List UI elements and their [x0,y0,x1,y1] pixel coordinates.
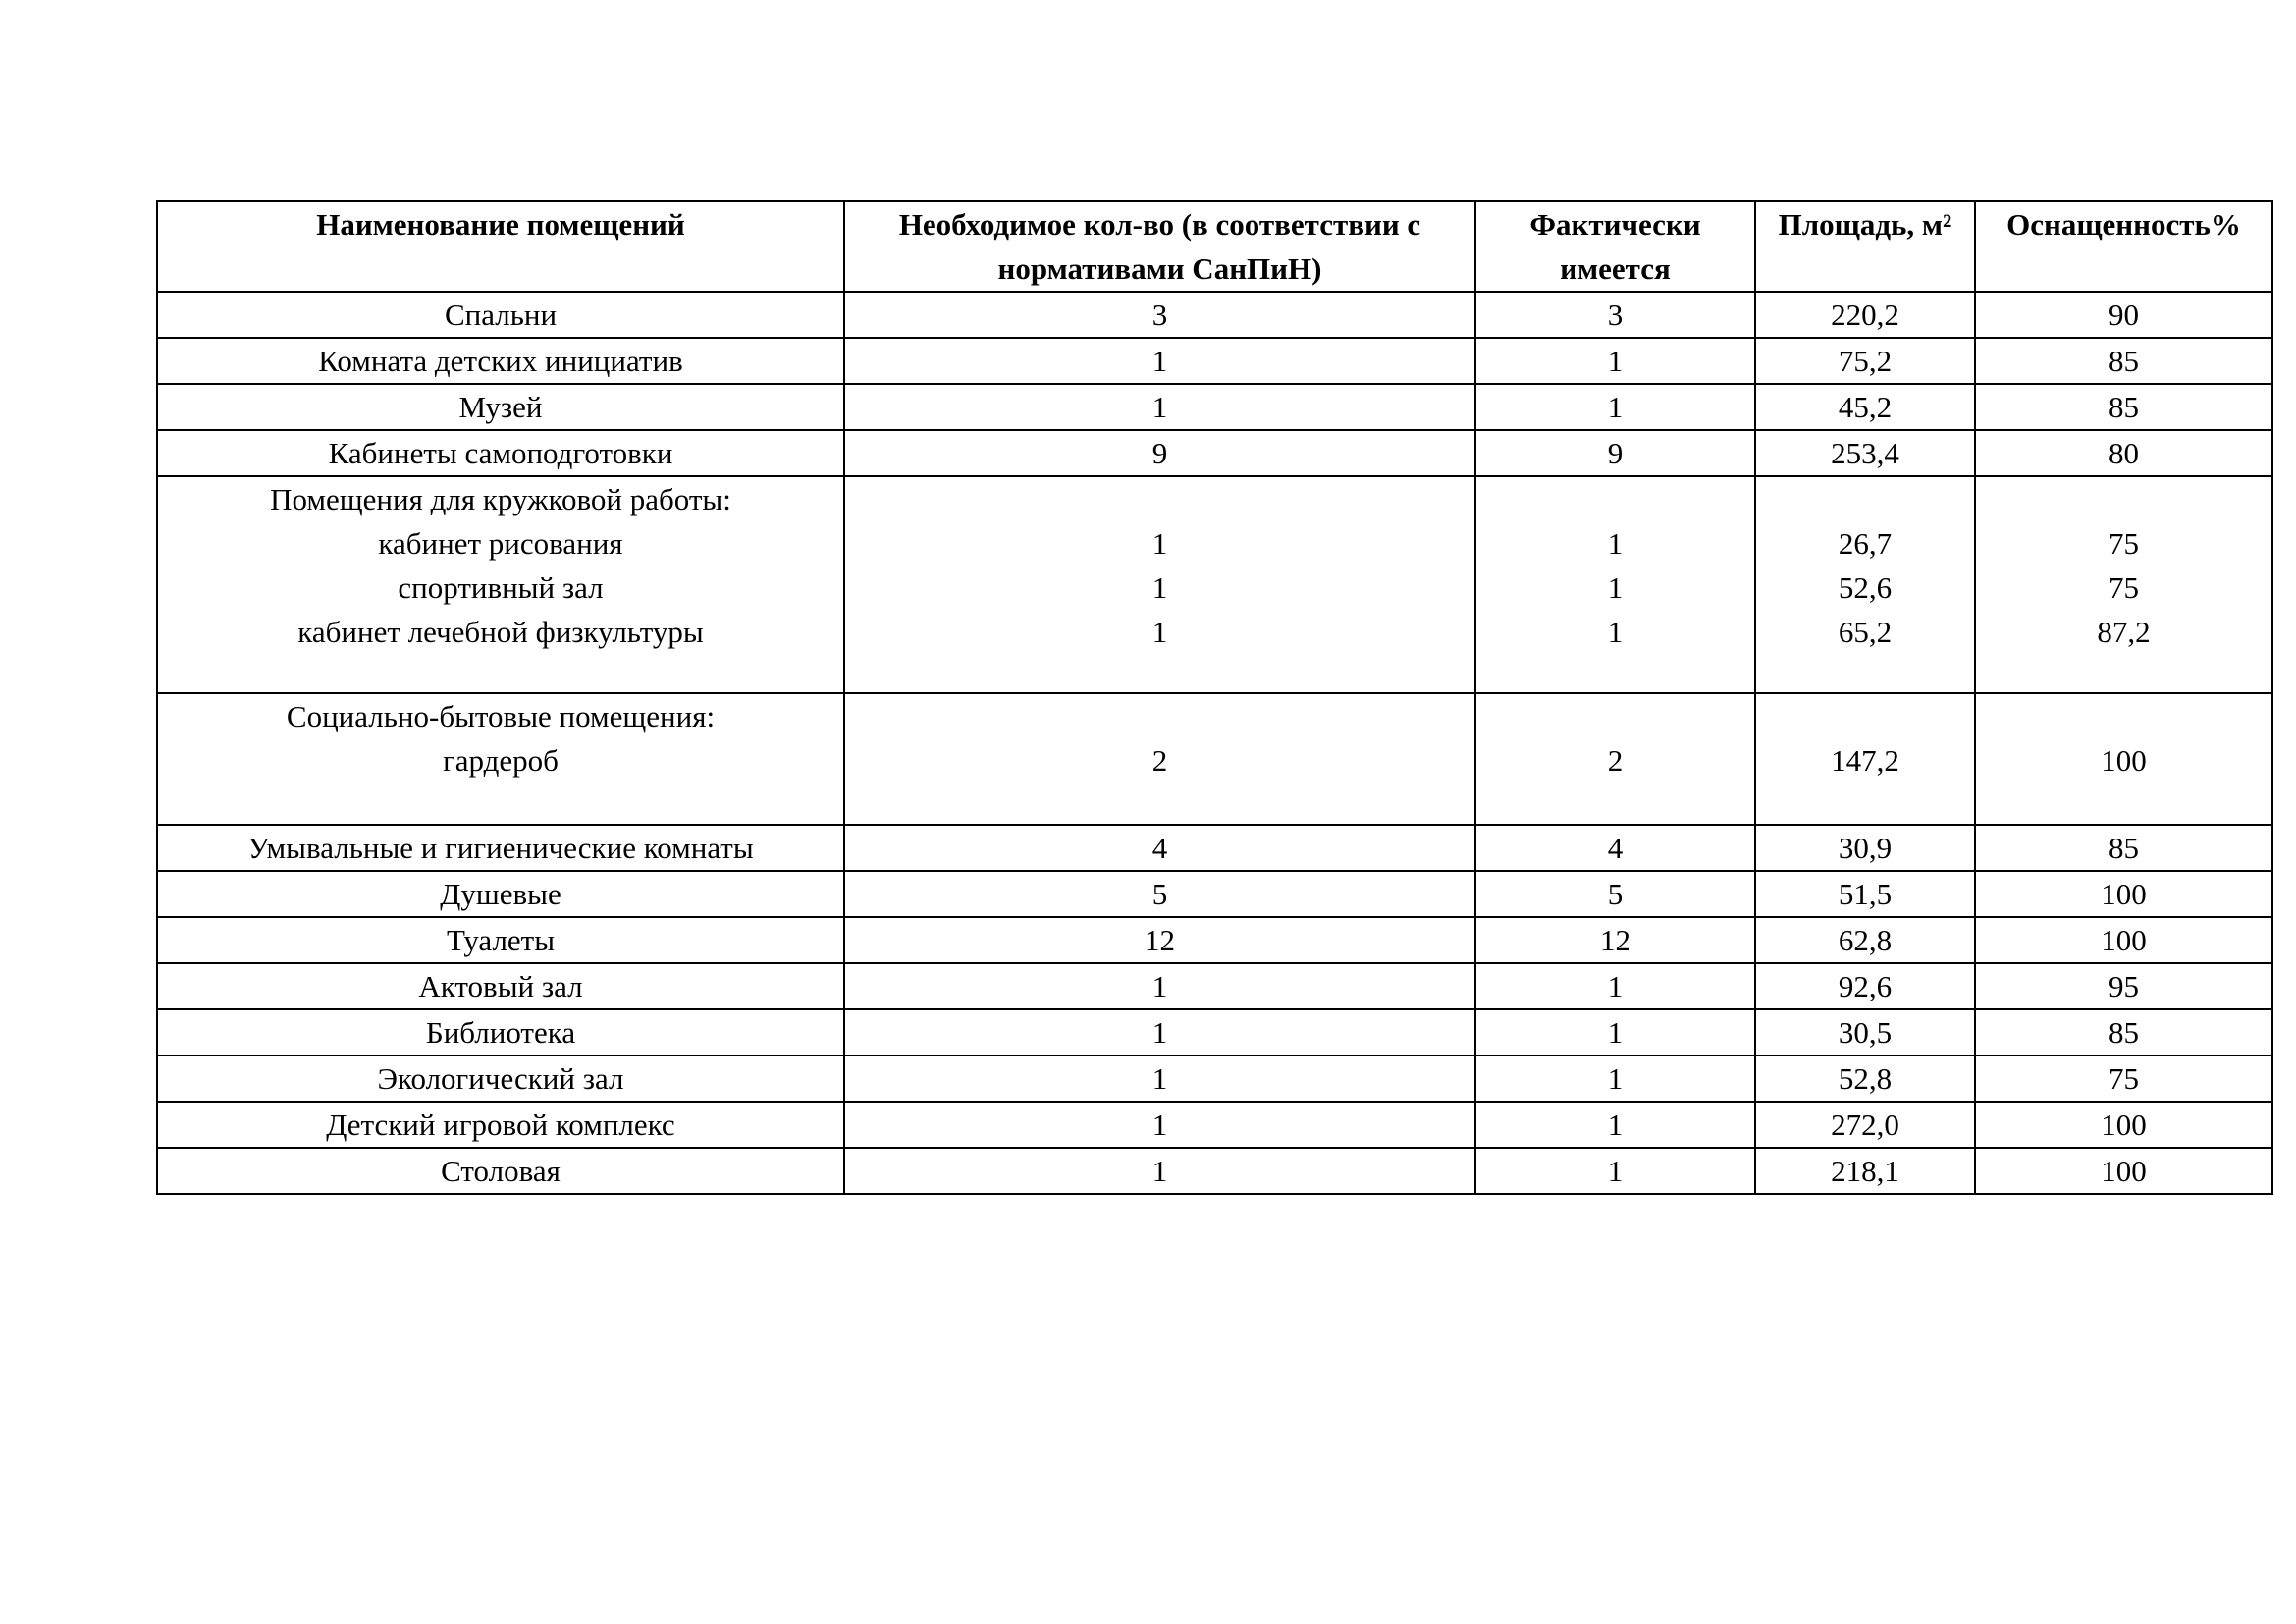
cell-room-name-group [157,693,844,825]
cell-equipped: 90 [1975,292,2272,338]
cell-required: 3 [844,292,1475,338]
cell-equipped: 85 [1975,1009,2272,1056]
cell-room-name: Душевые [157,871,844,917]
cell-room-name: Столовая [157,1148,844,1194]
table-row [157,338,2272,384]
group-item-area: 65,2 [1838,615,1893,649]
cell-equipped: 95 [1975,963,2272,1009]
cell-area: 52,8 [1755,1056,1975,1102]
cell-equipped: 85 [1975,384,2272,430]
cell-equipped-group [1975,476,2272,693]
group-title: Помещения для кружковой работы: [270,482,731,516]
cell-required: 1 [844,1148,1475,1194]
cell-actual-group [1475,693,1755,825]
group-item-equipped: 75 [2109,570,2139,605]
cell-equipped: 85 [1975,338,2272,384]
cell-required: 1 [844,1009,1475,1056]
table-row [157,825,2272,871]
cell-actual: 1 [1475,963,1755,1009]
cell-actual: 4 [1475,825,1755,871]
cell-required: 4 [844,825,1475,871]
table-row [157,1056,2272,1102]
cell-actual: 5 [1475,871,1755,917]
group-item-required: 1 [1151,526,1168,561]
cell-room-name: Детский игровой комплекс [157,1102,844,1148]
cell-actual: 1 [1475,384,1755,430]
cell-room-name: Кабинеты самоподготовки [157,430,844,476]
cell-room-name: Комната детских инициатив [157,338,844,384]
cell-room-name: Умывальные и гигиенические комнаты [157,825,844,871]
table-row [157,1102,2272,1148]
group-item-area: 26,7 [1838,526,1893,561]
cell-required: 5 [844,871,1475,917]
cell-area: 253,4 [1755,430,1975,476]
table-row-group-clubs [157,476,2272,693]
header-actual-count: Фактически имеется [1475,201,1755,292]
cell-room-name: Туалеты [157,917,844,963]
cell-actual: 9 [1475,430,1755,476]
cell-equipped: 85 [1975,825,2272,871]
cell-area: 51,5 [1755,871,1975,917]
group-item-required: 2 [1151,743,1168,778]
cell-actual: 1 [1475,1009,1755,1056]
group-item-area: 52,6 [1838,570,1893,605]
group-item-required: 1 [1151,615,1168,649]
table-row [157,871,2272,917]
cell-required: 1 [844,338,1475,384]
table-row [157,292,2272,338]
cell-required: 12 [844,917,1475,963]
cell-area: 218,1 [1755,1148,1975,1194]
cell-room-name: Спальни [157,292,844,338]
cell-required: 9 [844,430,1475,476]
cell-actual: 3 [1475,292,1755,338]
cell-room-name: Музей [157,384,844,430]
cell-required-group [844,476,1475,693]
table-row-group-social [157,693,2272,825]
group-item-actual: 1 [1607,615,1624,649]
cell-area: 220,2 [1755,292,1975,338]
cell-room-name-group [157,476,844,693]
cell-area: 272,0 [1755,1102,1975,1148]
group-item-name: кабинет лечебной физкультуры [297,615,704,649]
group-item-actual: 2 [1607,743,1624,778]
cell-room-name: Актовый зал [157,963,844,1009]
cell-area: 30,9 [1755,825,1975,871]
group-title: Социально-бытовые помещения: [286,699,716,733]
header-required-count: Необходимое кол-во (в соответствии с нормативами СанПиН) [844,201,1475,292]
group-item-name: гардероб [443,743,559,778]
cell-actual: 1 [1475,338,1755,384]
cell-required-group [844,693,1475,825]
cell-area: 75,2 [1755,338,1975,384]
cell-area: 45,2 [1755,384,1975,430]
cell-actual: 1 [1475,1056,1755,1102]
group-item-equipped: 87,2 [2097,615,2151,649]
cell-equipped: 80 [1975,430,2272,476]
cell-area: 30,5 [1755,1009,1975,1056]
table-row [157,1009,2272,1056]
rooms-table [156,200,2273,1195]
cell-area-group [1755,693,1975,825]
header-equipped: Оснащенность% [1975,201,2272,292]
cell-equipped: 100 [1975,1148,2272,1194]
group-item-name: спортивный зал [398,570,604,605]
cell-required: 1 [844,1102,1475,1148]
cell-equipped-group [1975,693,2272,825]
cell-area-group [1755,476,1975,693]
group-item-actual: 1 [1607,570,1624,605]
cell-equipped: 100 [1975,917,2272,963]
cell-area: 92,6 [1755,963,1975,1009]
table-row [157,917,2272,963]
table-header-row [157,201,2272,292]
cell-actual-group [1475,476,1755,693]
cell-area: 62,8 [1755,917,1975,963]
header-room-name: Наименование помещений [157,201,844,292]
header-area: Площадь, м² [1755,201,1975,292]
cell-equipped: 75 [1975,1056,2272,1102]
cell-room-name: Экологический зал [157,1056,844,1102]
group-item-area: 147,2 [1831,743,1899,778]
group-item-actual: 1 [1607,526,1624,561]
cell-required: 1 [844,1056,1475,1102]
group-item-equipped: 75 [2109,526,2139,561]
cell-actual: 1 [1475,1102,1755,1148]
cell-room-name: Библиотека [157,1009,844,1056]
cell-required: 1 [844,384,1475,430]
group-item-equipped: 100 [2101,743,2147,778]
cell-actual: 1 [1475,1148,1755,1194]
cell-required: 1 [844,963,1475,1009]
cell-equipped: 100 [1975,871,2272,917]
table-row [157,430,2272,476]
group-item-name: кабинет рисования [378,526,623,561]
table-row [157,1148,2272,1194]
cell-actual: 12 [1475,917,1755,963]
table-row [157,384,2272,430]
table-row [157,963,2272,1009]
group-item-required: 1 [1151,570,1168,605]
cell-equipped: 100 [1975,1102,2272,1148]
